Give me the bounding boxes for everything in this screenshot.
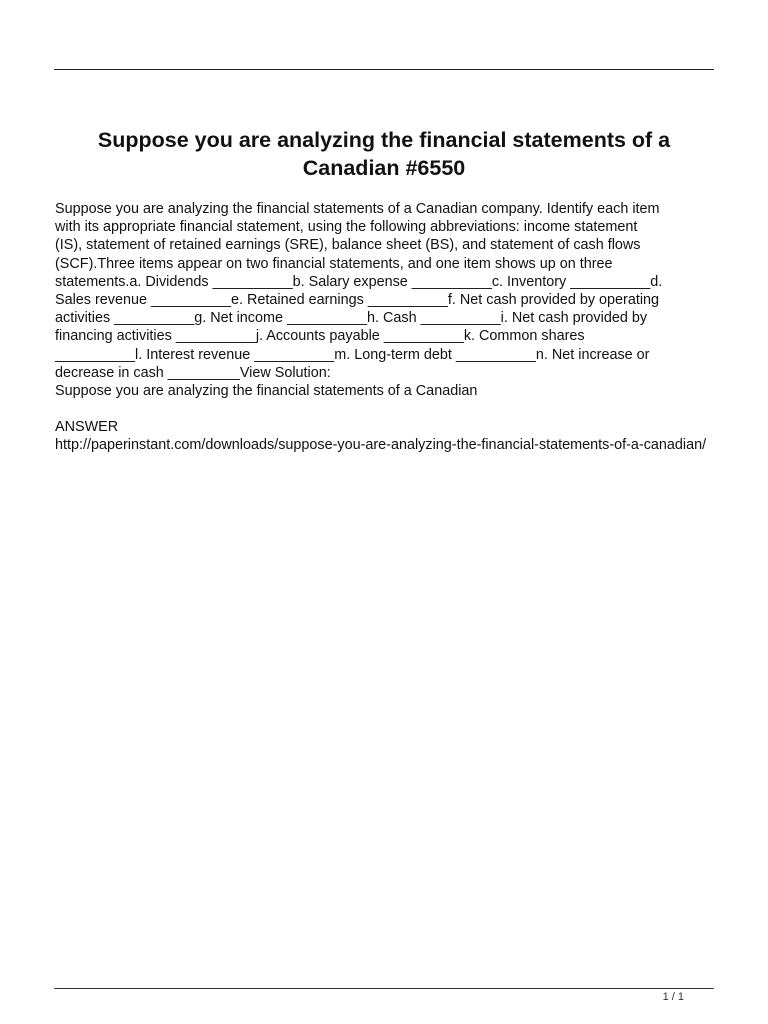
header-divider (54, 69, 714, 70)
solution-link-text[interactable]: Suppose you are analyzing the financial statements of a Canadian (55, 383, 478, 400)
document-content (55, 200, 715, 455)
footer-divider (54, 988, 714, 989)
document-title: Suppose you are analyzing the financial statements of a Canadian #6550 (97, 128, 671, 180)
answer-url[interactable]: http://paperinstant.com/downloads/suppose-you-are-analyzing-the-financial-statements-of-a-canadian/ (55, 437, 707, 454)
question-text: Suppose you are analyzing the financial statements of a Canadian company. Identify each item with its appropriate financial statement, using the following abbreviations: income statement (IS), statement of retained earnings (SRE), balance sheet (BS), and statement of cash flows (SCF).Three items appear on two financial statements, and one item shows up on three statements.a. Dividends __________b. Salary expense __________c. Inventory __________d. Sales revenue __________e. Retained earnings __________f. Net cash provided by operating activities __________g. Net income __________h. Cash __________i. Net cash provided by financing activities __________j. Accounts payable __________k. Common shares __________l. Interest revenue __________m. Long-term debt __________n. Net increase or decrease in cash _________View Solution: (55, 201, 663, 381)
answer-label: ANSWER (55, 419, 119, 436)
page-number: 1 / 1 (662, 991, 684, 1003)
